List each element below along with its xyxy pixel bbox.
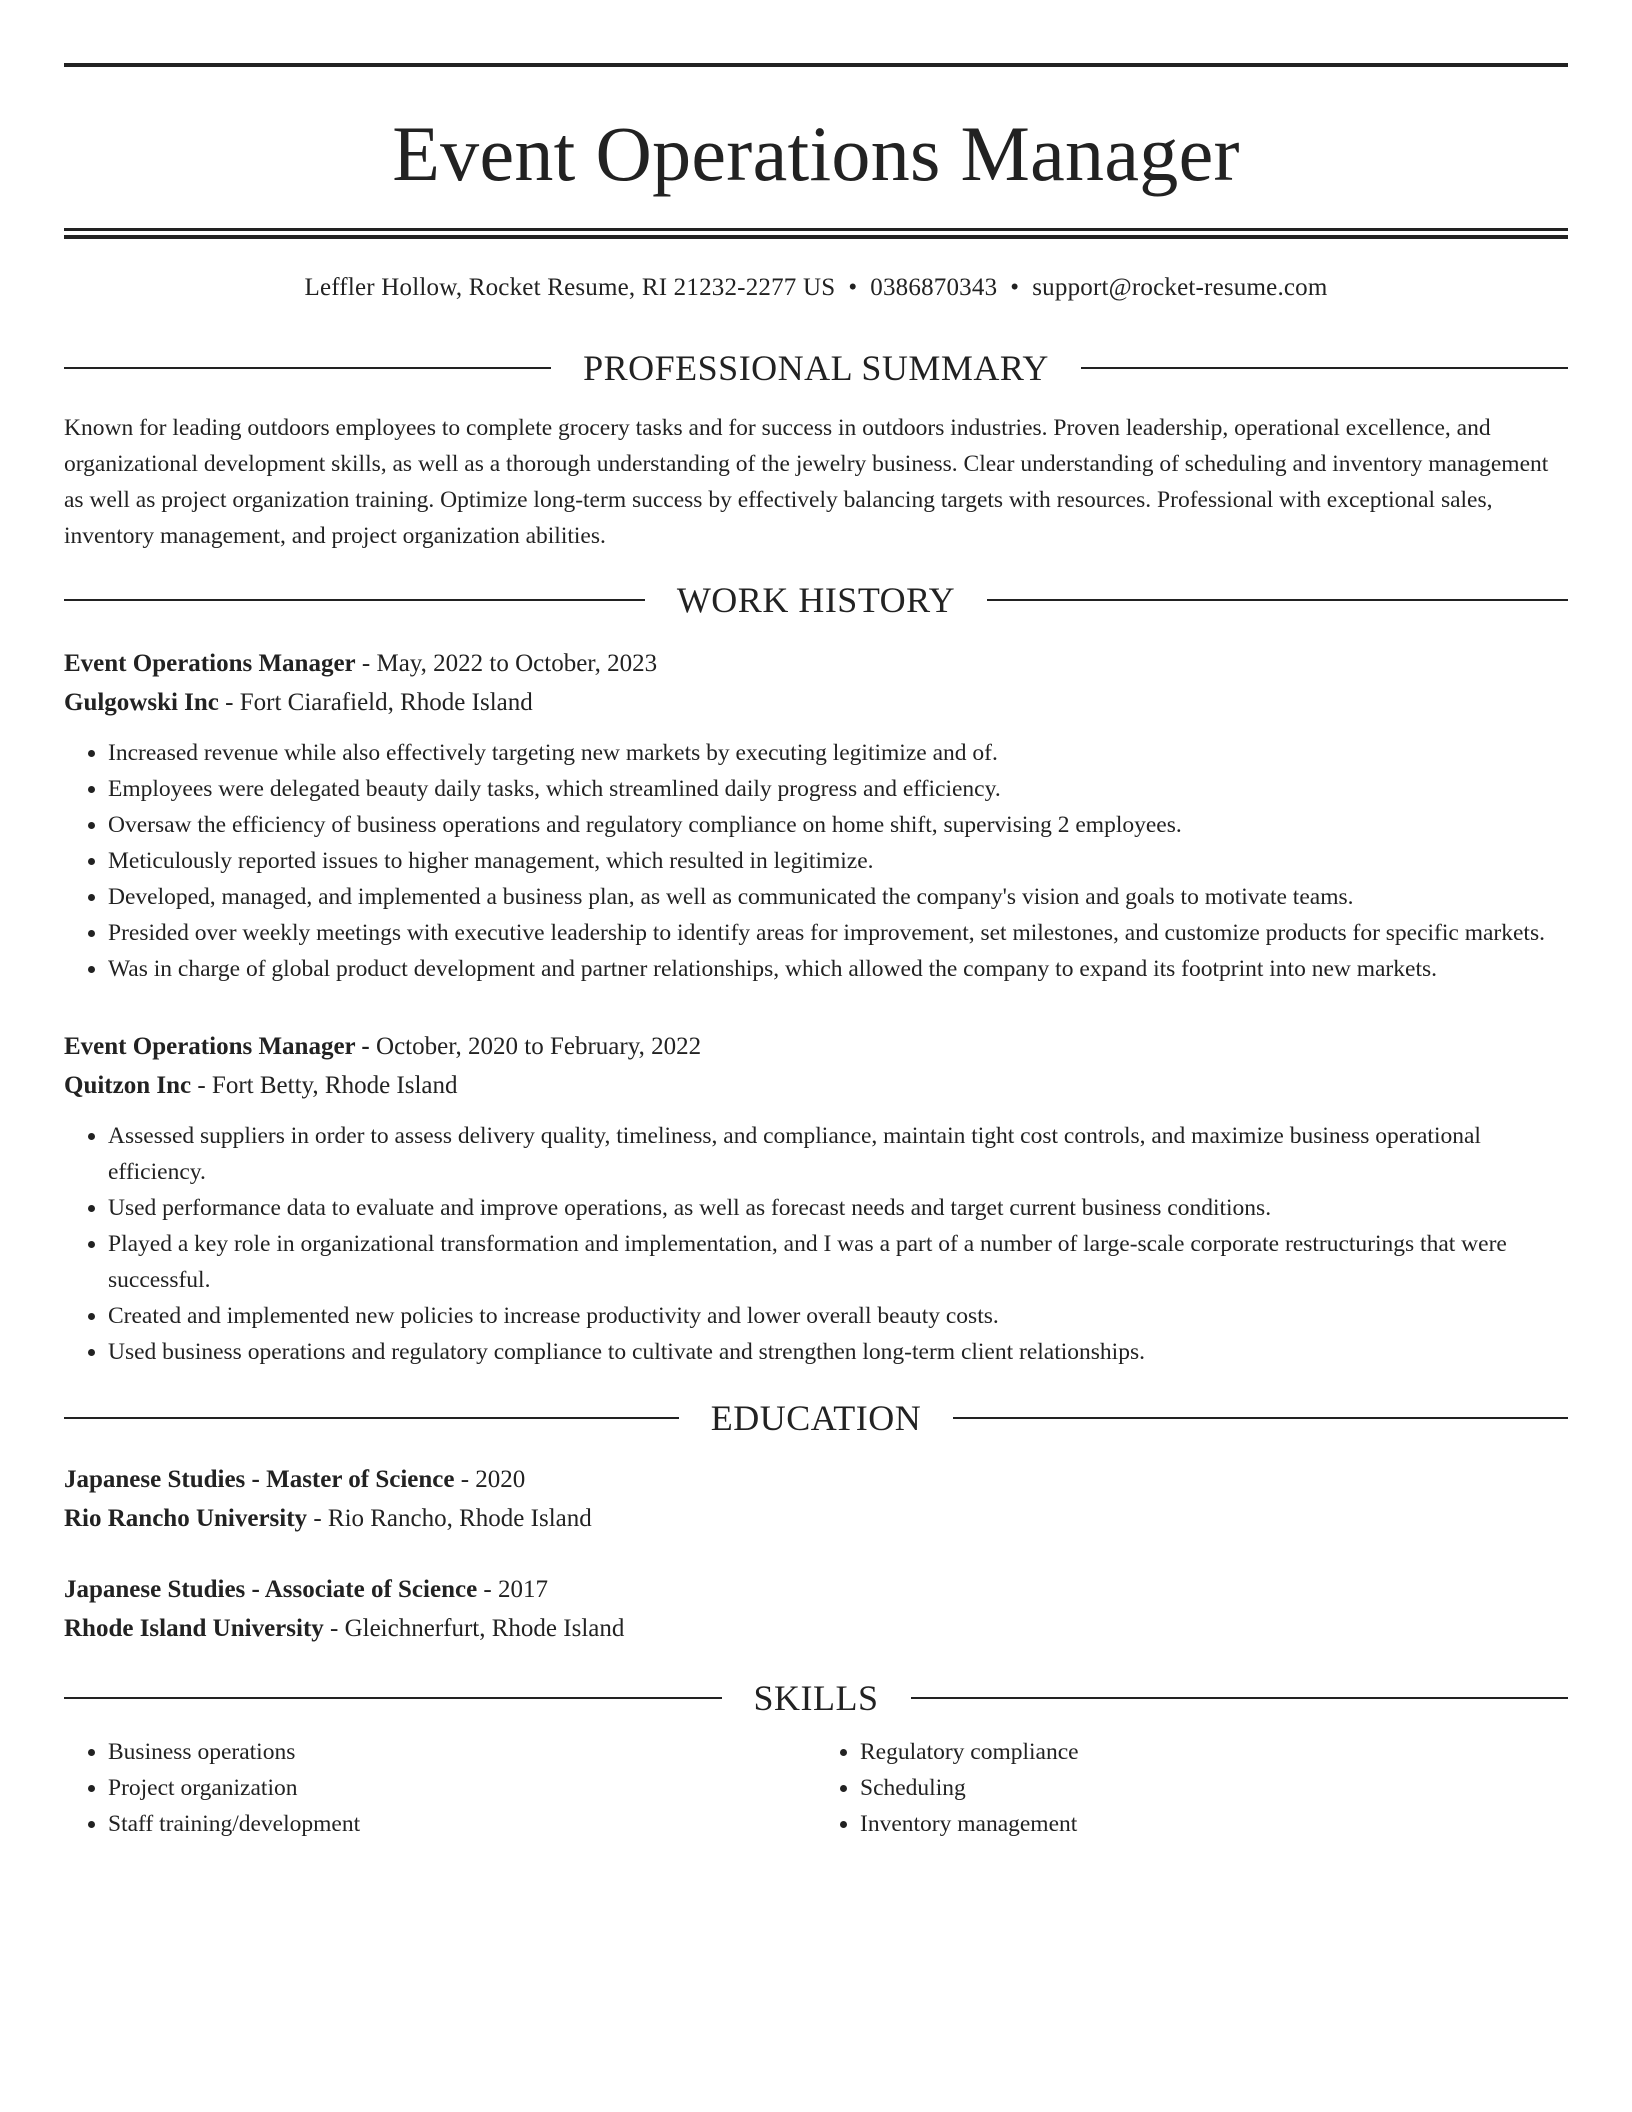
skills-column-left [64, 1734, 816, 1842]
title-double-rule [64, 228, 1568, 239]
heading-rule-right [987, 599, 1568, 601]
contact-separator: • [848, 274, 858, 301]
education-entry [64, 1570, 1568, 1648]
list-item: • Business operations [108, 1734, 816, 1770]
skills-column-right [816, 1734, 1568, 1842]
list-item: • Used performance data to evaluate and improve operations, as well as forecast needs and target current business conditions. [108, 1190, 1568, 1226]
school: Rio Rancho University [64, 1505, 308, 1532]
list-item: • Oversaw the efficiency of business operations and regulatory compliance on home shift, supervising 2 employees. [108, 807, 1568, 843]
job-entry [64, 644, 1568, 987]
list-item: • Assessed suppliers in order to assess delivery quality, timeliness, and compliance, maintain tight cost controls, and maximize business operational efficiency. [108, 1118, 1568, 1190]
degree-line [64, 1460, 1568, 1499]
contact-line [64, 272, 1568, 304]
job-location: - Fort Betty, Rhode Island [191, 1072, 458, 1099]
section-title: WORK HISTORY [676, 580, 956, 620]
section-heading-work [64, 580, 1568, 620]
job-bullets [64, 1118, 1568, 1370]
school-location: - Gleichnerfurt, Rhode Island [323, 1615, 625, 1642]
school-line [64, 1499, 1568, 1538]
section-heading-skills [64, 1678, 1568, 1718]
list-item: • Played a key role in organizational transformation and implementation, and I was a part of a number of large-scale corporate restructurings that were successful. [108, 1226, 1568, 1298]
job-company: Gulgowski Inc [64, 689, 219, 716]
job-dates: October, 2020 to February, 2022 [369, 1033, 702, 1060]
resume-title: Event Operations Manager [392, 110, 1240, 197]
job-company: Quitzon Inc [64, 1072, 192, 1099]
contact-address: Leffler Hollow, Rocket Resume, RI 21232-2277 US [304, 274, 836, 301]
degree: Japanese Studies - Master of Science [64, 1466, 455, 1493]
heading-rule-right [1081, 367, 1568, 369]
job-bullets [64, 735, 1568, 987]
job-company-line [64, 1066, 1568, 1105]
heading-rule-left [64, 599, 645, 601]
degree-line [64, 1570, 1568, 1609]
list-item: • Increased revenue while also effectively targeting new markets by executing legitimize and of. [108, 735, 1568, 771]
job-location: - Fort Ciarafield, Rhode Island [218, 689, 533, 716]
section-title: PROFESSIONAL SUMMARY [583, 348, 1049, 388]
heading-rule-left [64, 1697, 722, 1699]
job-title-line [64, 1027, 1568, 1066]
school: Rhode Island University [64, 1615, 324, 1642]
list-item: • Scheduling [860, 1770, 1568, 1806]
list-item: • Meticulously reported issues to higher management, which resulted in legitimize. [108, 843, 1568, 879]
job-title-line [64, 644, 1568, 683]
degree: Japanese Studies - Associate of Science [64, 1576, 478, 1603]
heading-rule-left [64, 1417, 679, 1419]
education-entry [64, 1460, 1568, 1538]
section-heading-education [64, 1398, 1568, 1438]
job-title: Event Operations Manager - [64, 1033, 370, 1060]
list-item: • Presided over weekly meetings with executive leadership to identify areas for improvement, set milestones, and customize products for specific markets. [108, 915, 1568, 951]
job-dates: - May, 2022 to October, 2023 [355, 650, 658, 677]
skills-list [64, 1734, 1568, 1842]
section-title: EDUCATION [710, 1398, 922, 1438]
list-item: • Was in charge of global product development and partner relationships, which allowed the company to expand its footprint into new markets. [108, 951, 1568, 987]
job-company-line [64, 683, 1568, 722]
list-item: • Employees were delegated beauty daily tasks, which streamlined daily progress and efficiency. [108, 771, 1568, 807]
section-heading-summary [64, 348, 1568, 388]
list-item: • Project organization [108, 1770, 816, 1806]
school-location: - Rio Rancho, Rhode Island [307, 1505, 592, 1532]
job-entry [64, 1027, 1568, 1370]
contact-phone: 0386870343 [870, 274, 998, 301]
heading-rule-left [64, 367, 551, 369]
heading-rule-right [911, 1697, 1569, 1699]
list-item: • Regulatory compliance [860, 1734, 1568, 1770]
list-item: • Used business operations and regulatory compliance to cultivate and strengthen long-term client relationships. [108, 1334, 1568, 1370]
summary-text: Known for leading outdoors employees to complete grocery tasks and for success in outdoors industries. Proven leadership, operational excellence, and organizational development skills, as well as a thorough understanding of the jewelry business. Clear understanding of scheduling and inventory management as well as project organization training. Optimize long-term success by effectively balancing targets with resources. Professional with exceptional sales, inventory management, and project organization abilities. [64, 415, 1549, 549]
degree-year: - 2020 [454, 1466, 526, 1493]
list-item: • Created and implemented new policies to increase productivity and lower overall beauty costs. [108, 1298, 1568, 1334]
list-item: • Inventory management [860, 1806, 1568, 1842]
degree-year: - 2017 [477, 1576, 548, 1603]
section-title: SKILLS [753, 1678, 879, 1718]
list-item: • Developed, managed, and implemented a business plan, as well as communicated the company's vision and goals to motivate teams. [108, 879, 1568, 915]
heading-rule-right [953, 1417, 1568, 1419]
contact-separator: • [1010, 274, 1020, 301]
list-item: • Staff training/development [108, 1806, 816, 1842]
top-rule [64, 63, 1568, 67]
contact-email: support@rocket-resume.com [1032, 274, 1328, 301]
job-title: Event Operations Manager [64, 650, 356, 677]
school-line [64, 1609, 1568, 1648]
